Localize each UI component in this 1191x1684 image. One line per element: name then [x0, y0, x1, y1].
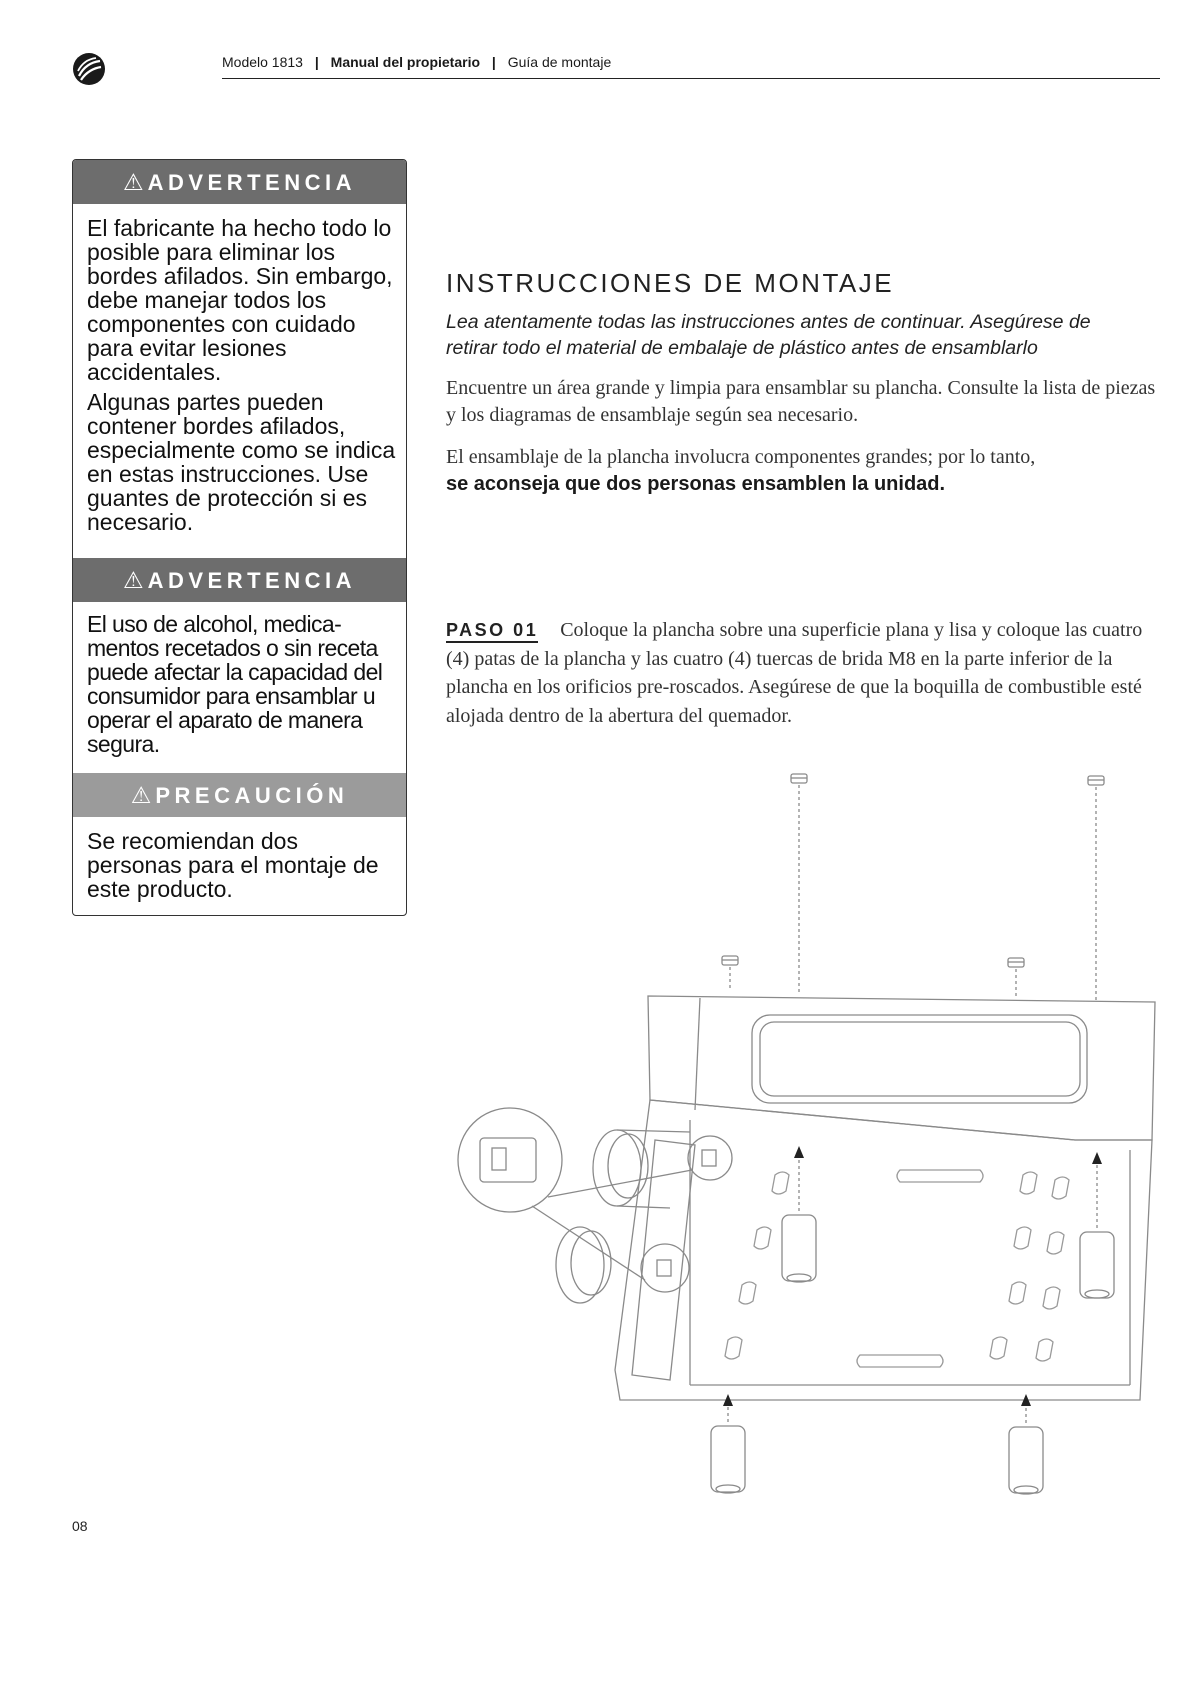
header-guide: Guía de montaje — [507, 54, 612, 70]
body-paragraph-2-bold: se aconseja que dos personas ensamblen la unidad. — [446, 473, 946, 495]
warning-header-1 — [73, 160, 406, 204]
body-paragraph-2-text: El ensamblaje de la plancha involucra componentes grandes; por lo tanto, — [446, 446, 1036, 468]
griddle-leg-icon — [1080, 1232, 1114, 1298]
flange-nut-icon — [1088, 776, 1104, 785]
page-title: INSTRUCCIONES DE MONTAJE — [446, 268, 895, 298]
warning-paragraph: El uso de alcohol, medicamentos recetados o sin receta puede afectar la capacidad del consumidor para ensamblar u operar el aparato de manera segura. — [87, 611, 383, 757]
warning-header-2 — [73, 558, 406, 602]
step-label: PASO 01 — [446, 620, 538, 643]
warning-title-2: ADVERTENCIA — [147, 568, 357, 593]
body-paragraph-1: Encuentre un área grande y limpia para ensamblar su plancha. Consulte la lista de piezas y los diagramas de ensamblaje según sea necesario. — [446, 377, 1156, 426]
griddle-leg-icon — [782, 1215, 816, 1282]
warning-paragraph: Algunas partes pueden contener bordes afilados, especialmente como se indica en estas instrucciones. Use guantes de protección si es necesario. — [87, 389, 396, 535]
caution-paragraph: Se recomiendan dos personas para el montaje de este producto. — [87, 828, 379, 902]
griddle-leg-icon — [1009, 1427, 1043, 1494]
griddle-leg-icon — [711, 1426, 745, 1493]
page-number: 08 — [72, 1518, 88, 1534]
flange-nut-icon — [1008, 958, 1024, 967]
warning-text-2 — [87, 612, 397, 762]
warning-paragraph: El fabricante ha hecho todo lo posible para eliminar los bordes afilados. Sin embargo, debe manejar todos los componentes con cuidado para evitar lesiones accidentales. — [87, 215, 393, 385]
header-model: Modelo 1813 — [222, 54, 303, 70]
warning-triangle-icon: ⚠ — [122, 169, 144, 195]
warning-title-1: ADVERTENCIA — [147, 170, 357, 195]
brand-logo-icon — [72, 52, 106, 86]
warning-triangle-icon: ⚠ — [130, 782, 152, 808]
assembly-diagram — [440, 760, 1160, 1500]
flange-nut-icon — [791, 774, 807, 783]
header-separator: | — [314, 54, 319, 70]
step-01 — [446, 616, 1161, 730]
warnings-box — [72, 159, 407, 916]
caution-header — [73, 773, 406, 817]
intro-italic: Lea atentamente todas las instrucciones antes de continuar. Asegúrese de retirar todo el material de embalaje de plástico antes de ensamblarlo — [446, 311, 1091, 359]
caution-title: PRECAUCIÓN — [155, 783, 349, 808]
step-text: Coloque la plancha sobre una superficie plana y lisa y coloque las cuatro (4) patas de la plancha y las cuatro (4) tuercas de brida M8 en la parte inferior de la plancha en los orificios pre-roscados. Asegúrese de que la boquilla de combustible esté alojada dentro de la abertura del quemador. — [446, 619, 1143, 727]
header-separator: | — [491, 54, 496, 70]
body-paragraph-2 — [446, 444, 1156, 498]
warning-text-1 — [87, 216, 397, 540]
caution-text — [87, 829, 397, 907]
header-manual: Manual del propietario — [330, 54, 481, 70]
flange-nut-icon — [722, 956, 738, 965]
warning-triangle-icon: ⚠ — [122, 567, 144, 593]
page-header — [222, 54, 1160, 79]
